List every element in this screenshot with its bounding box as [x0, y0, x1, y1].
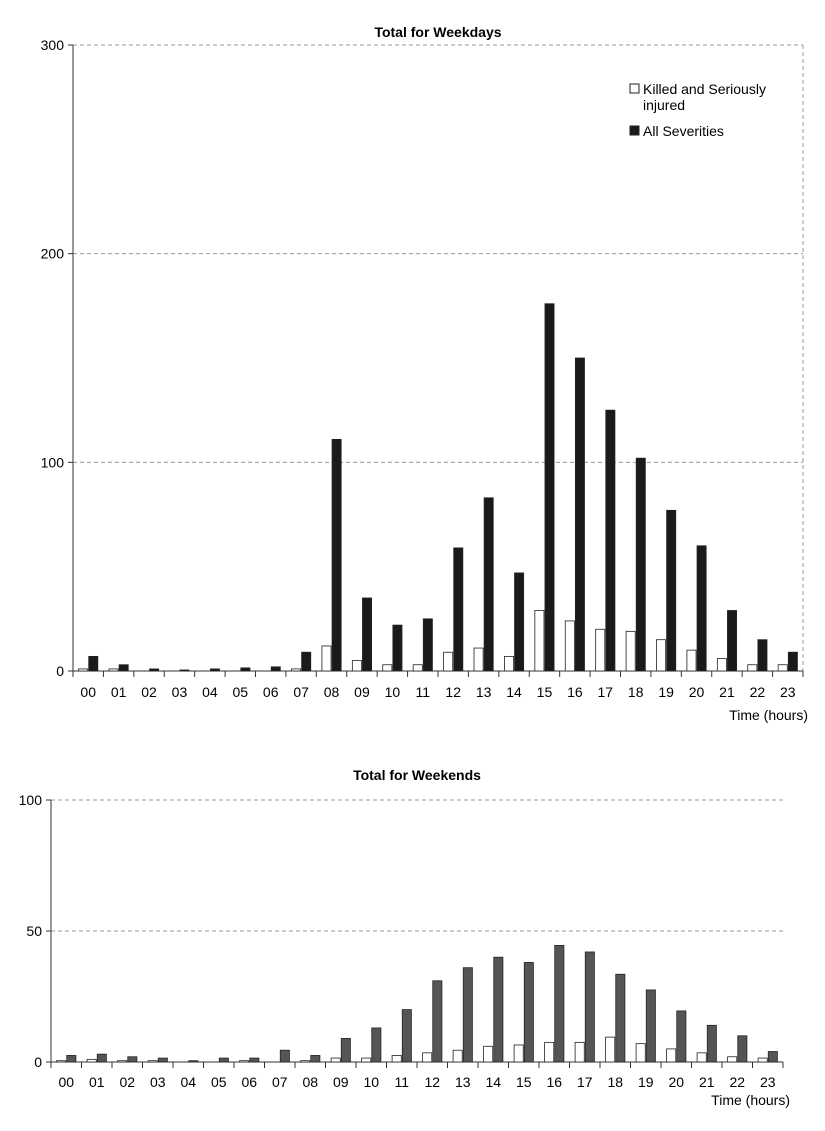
x-tick-label: 06 [241, 1074, 258, 1090]
bar-all [89, 656, 98, 671]
x-tick-label: 05 [210, 1074, 227, 1090]
bar-ksi [717, 658, 726, 671]
x-tick-label: 10 [363, 1074, 380, 1090]
x-tick-label: 02 [119, 1074, 136, 1090]
x-tick-label: 15 [536, 684, 553, 700]
x-tick-label: 02 [141, 684, 157, 700]
x-tick-label: 18 [627, 684, 644, 700]
x-tick-label: 23 [780, 684, 796, 700]
bar-ksi [657, 640, 666, 671]
bar-all [727, 610, 736, 671]
x-tick-label: 21 [698, 1074, 715, 1090]
bar-ksi [636, 1044, 645, 1062]
bar-all [180, 670, 189, 671]
bar-ksi [352, 661, 361, 671]
chart-title: Total for Weekdays [374, 24, 502, 40]
x-tick-label: 06 [262, 684, 279, 700]
x-tick-label: 17 [576, 1074, 593, 1090]
x-tick-label: 07 [293, 684, 309, 700]
legend-label: Killed and Seriously injured [643, 81, 766, 113]
chart-title: Total for Weekends [353, 767, 481, 783]
x-tick-label: 07 [271, 1074, 288, 1090]
x-tick-label: 10 [384, 684, 401, 700]
x-tick-label: 09 [354, 684, 370, 700]
x-tick-label: 22 [749, 684, 766, 700]
x-tick-label: 04 [180, 1074, 197, 1090]
bar-ksi [413, 665, 422, 671]
x-tick-label: 08 [323, 684, 340, 700]
x-tick-label: 17 [597, 684, 614, 700]
bar-ksi [687, 650, 696, 671]
bar-all [646, 990, 655, 1062]
x-tick-label: 19 [658, 684, 674, 700]
bar-all [697, 546, 706, 671]
bar-ksi [118, 1061, 127, 1062]
bar-ksi [423, 1053, 432, 1062]
x-tick-label: 03 [149, 1074, 166, 1090]
x-tick-label: 00 [80, 684, 96, 700]
bar-all [636, 458, 645, 671]
bar-ksi [697, 1053, 706, 1062]
bar-all [97, 1054, 106, 1062]
y-tick-label: 0 [56, 663, 64, 679]
bar-all [189, 1061, 198, 1062]
bar-all [423, 619, 432, 671]
bar-ksi [109, 669, 118, 671]
bar-ksi [240, 1061, 249, 1062]
bar-all [311, 1055, 320, 1062]
chart-1 [19, 767, 790, 1108]
legend-swatch [630, 84, 639, 93]
x-tick-label: 16 [567, 684, 583, 700]
bar-ksi [148, 1061, 157, 1062]
bar-ksi [331, 1058, 340, 1062]
y-tick-label: 200 [40, 245, 64, 262]
bar-ksi [778, 665, 787, 671]
bar-all [393, 625, 402, 671]
bar-all [158, 1058, 167, 1062]
x-tick-label: 20 [668, 1074, 685, 1090]
bar-all [341, 1038, 350, 1062]
bar-all [454, 548, 463, 671]
bar-all [738, 1036, 747, 1062]
bar-ksi [748, 665, 757, 671]
x-tick-label: 23 [759, 1074, 776, 1090]
bar-ksi [575, 1042, 584, 1062]
x-tick-label: 14 [485, 1074, 502, 1090]
bar-all [463, 968, 472, 1062]
legend-swatch [630, 126, 639, 135]
bar-all [758, 640, 767, 671]
legend [630, 81, 766, 139]
bar-ksi [87, 1059, 96, 1062]
bar-all [788, 652, 797, 671]
bar-ksi [322, 646, 331, 671]
bar-all [128, 1057, 137, 1062]
bar-ksi [535, 610, 544, 671]
bar-all [555, 945, 564, 1062]
bar-ksi [504, 656, 513, 671]
bar-ksi [292, 669, 301, 671]
y-tick-label: 50 [26, 923, 42, 939]
bar-all [575, 358, 584, 671]
bar-all [302, 652, 311, 671]
bar-all [524, 962, 533, 1062]
bar-ksi [728, 1057, 737, 1062]
x-tick-label: 09 [332, 1074, 349, 1090]
bar-all [210, 669, 219, 671]
x-tick-label: 22 [729, 1074, 746, 1090]
x-tick-label: 01 [88, 1074, 105, 1090]
bar-ksi [758, 1058, 767, 1062]
x-tick-label: 08 [302, 1074, 319, 1090]
bar-ksi [301, 1061, 310, 1062]
bar-all [677, 1011, 686, 1062]
bar-ksi [626, 631, 635, 671]
bar-all [362, 598, 371, 671]
bar-ksi [667, 1049, 676, 1062]
x-tick-label: 12 [424, 1074, 441, 1090]
bar-all [768, 1052, 777, 1062]
bar-all [241, 668, 250, 671]
bar-all [67, 1055, 76, 1062]
x-tick-label: 13 [475, 684, 492, 700]
legend-label: All Severities [643, 123, 724, 139]
x-axis-label: Time (hours) [729, 707, 808, 723]
bar-all [494, 957, 503, 1062]
y-tick-label: 300 [40, 37, 64, 53]
bar-ksi [514, 1045, 523, 1062]
x-tick-label: 11 [394, 1074, 410, 1090]
bar-all [707, 1025, 716, 1062]
x-tick-label: 01 [110, 684, 127, 700]
bar-all [271, 667, 280, 671]
x-axis-label: Time (hours) [711, 1092, 790, 1108]
bar-all [433, 981, 442, 1062]
bar-ksi [484, 1046, 493, 1062]
bar-ksi [545, 1042, 554, 1062]
bar-all [119, 665, 128, 671]
bar-ksi [596, 629, 605, 671]
bar-ksi [57, 1061, 66, 1062]
x-tick-label: 21 [719, 684, 735, 700]
bar-all [606, 410, 615, 671]
x-tick-label: 13 [454, 1074, 471, 1090]
bar-ksi [453, 1050, 462, 1062]
bar-ksi [565, 621, 574, 671]
x-tick-label: 04 [202, 684, 218, 700]
bar-all [332, 439, 341, 671]
x-tick-label: 00 [58, 1074, 75, 1090]
bar-ksi [392, 1055, 401, 1062]
bar-ksi [606, 1037, 615, 1062]
bar-all [484, 498, 493, 671]
y-tick-label: 100 [18, 792, 42, 808]
bar-all [585, 952, 594, 1062]
x-tick-label: 15 [515, 1074, 532, 1090]
bar-all [219, 1058, 228, 1062]
x-tick-label: 03 [171, 684, 188, 700]
y-tick-label: 0 [34, 1054, 42, 1070]
x-tick-label: 16 [546, 1074, 563, 1090]
x-tick-label: 19 [637, 1074, 654, 1090]
bar-all [280, 1050, 289, 1062]
bar-ksi [383, 665, 392, 671]
bar-ksi [362, 1058, 371, 1062]
bar-all [667, 510, 676, 671]
bar-ksi [474, 648, 483, 671]
bar-all [372, 1028, 381, 1062]
bar-all [150, 669, 159, 671]
bar-all [402, 1010, 411, 1062]
bar-ksi [79, 669, 88, 671]
bar-ksi [444, 652, 453, 671]
x-tick-label: 12 [445, 684, 461, 700]
x-tick-label: 20 [688, 684, 705, 700]
bar-all [250, 1058, 259, 1062]
y-tick-label: 100 [40, 454, 64, 471]
x-tick-label: 05 [232, 684, 249, 700]
bar-all [545, 304, 554, 671]
bar-all [515, 573, 524, 671]
chart-0 [41, 24, 808, 723]
x-tick-label: 14 [506, 684, 522, 700]
x-tick-label: 11 [415, 684, 431, 700]
bar-all [616, 974, 625, 1062]
x-tick-label: 18 [607, 1074, 624, 1090]
